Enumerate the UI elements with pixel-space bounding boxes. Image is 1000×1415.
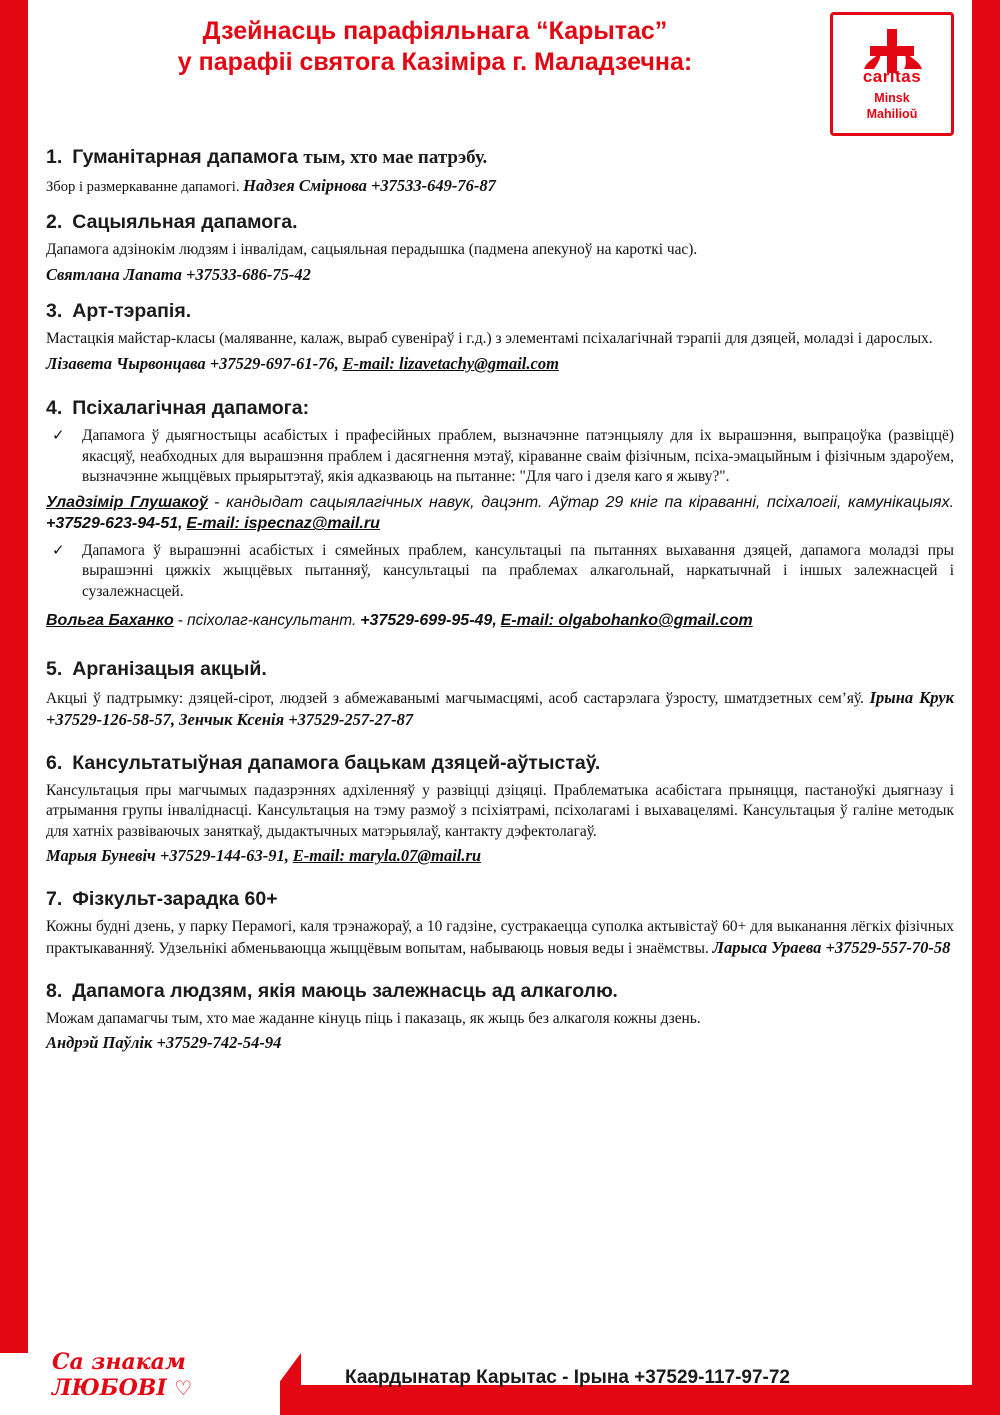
footer-slogan-line-1: Са знакам [52,1349,186,1376]
right-red-bar [972,0,1000,1415]
section-3 [46,300,954,375]
section-3-email[interactable]: E-mail: lizavetachy@gmail.com [342,353,559,373]
footer-slogan-line-2 [52,1376,192,1401]
section-8-title: Дапамога людзям, якія маюць залежнасць ад алкаголю [72,979,613,1002]
logo-subtitle [833,91,951,122]
section-6-contact: Марыя Буневіч +37529-144-63-91, [46,846,289,866]
section-4 [46,397,954,631]
page-title [46,10,830,79]
section-6-title: Кансультатыўная дапамога бацькам дзяцей-аўтыстаў. [72,751,601,774]
section-4-bullet-2-text: Дапамога ў вырашэнні асабістых і сямейных праблем, кансультацыі па пытаннях выхавання дзяцей, дапамога моладзі пры вырашэнні цяжкіх жыццёвых пытанняў, кансультацыі па праблемах алкагольнай, наркатычнай і іншых залежнасцей і сузалежнасцей. [82,541,954,600]
section-1 [46,146,954,197]
section-5-heading [46,658,954,681]
caritas-logo [830,12,954,136]
section-4-person-1-phone: +37529-623-94-51, [46,515,183,533]
section-2-contact: Святлана Лапата +37533-686-75-42 [46,264,311,284]
section-2-number: 2. [46,211,63,234]
section-4-bullet-1-text: Дапамога ў дыягностыцы асабістых і прафесійных праблем, вызначэнне патэнцыялу для іх вырашэння, выпрацоўка (развіццё) якасцяў, неабходных для вырашэння праблем і дасягнення мэтаў, кіраванне сваім фізічным, псіха-эмацыйным і фізічным здароўем, вызначэнне жыццёвых прыярытэтаў, якія адказваюць на пытанне: "Для чаго і дзеля каго я жыву?". [82,427,954,486]
section-3-number: 3. [46,300,63,323]
logo-wordmark: caritas [862,67,922,86]
section-1-title-rest: тым, хто мае патрэбу. [303,147,488,168]
section-5-text: Акцыі ў падтрымку: дзяцей-сірот, людзей з абмежаванымі магчымасцямі, асоб састарэлага ўзросту, шматдзетных сем’яў. [46,689,864,707]
title-line-1: Дзейнасць парафіяльнага “Карытас” [202,17,668,45]
section-5 [46,658,954,732]
section-1-body [46,175,954,197]
title-line-2: у парафіі святога Казіміра г. Маладзечна: [177,48,693,77]
section-4-bullet-1 [46,426,954,487]
section-4-person-2-desc: - псіхолаг-кансультант. [177,612,357,630]
section-5-contact: Ірына Крук +37529-126-58-57, Зенчык Ксенія +37529-257-27-87 [46,687,954,730]
section-7-heading [46,888,954,911]
section-2 [46,211,954,286]
section-1-text: Збор і размеркаванне дапамогі. [46,179,240,195]
logo-subtitle-line-2: Mahilioŭ [866,106,918,121]
poster-page [28,0,972,1415]
section-4-person-1-email[interactable]: E-mail: ispecnaz@mail.ru [186,515,380,533]
section-7-body [46,917,954,960]
section-2-contact-line [46,264,954,286]
section-6-email[interactable]: E-mail: maryla.07@mail.ru [292,846,482,866]
checkmark-icon: ✓ [52,540,65,559]
section-2-title: Сацыяльная дапамога. [72,211,298,234]
checkmark-icon: ✓ [52,426,65,445]
section-1-contact: Надзея Смірнова +37533-649-76-87 [243,176,496,195]
section-3-heading [46,300,954,323]
section-3-title: Арт-тэрапія. [72,300,192,323]
section-8 [46,980,954,1055]
section-4-person-2-phone: +37529-699-95-49, [360,612,497,630]
section-4-person-2-name: Вольга Баханко [46,612,174,630]
section-5-body [46,687,954,732]
section-6 [46,752,954,868]
section-8-body: Можам дапамагчы тым, хто мае жаданне кінуць піць і паказаць, як жыць без алкаголя кожны дзень. [46,1009,701,1027]
section-3-contact-line [46,353,954,375]
heart-icon: ♡ [174,1375,193,1400]
section-1-title: Гуманітарная дапамога [72,146,298,168]
section-5-number: 5. [46,657,63,680]
footer [0,1327,1000,1415]
section-1-number: 1. [46,146,63,168]
section-8-heading [46,980,954,1003]
section-6-body: Кансультацыя пры магчымых падазрэннях адхіленняў у развіцці дзіцяці. Праблематыка асабістага прыняцця, пастаноўкі дыягназу і атрымання групы інваліднасці. Кансультацыя на тэму размоў з псіхіятрамі, псіхолагамі і выхавацелямі. Кансультацыя ў галіне методык для хатніх развіваючых заняткаў, дыдактычных матэрыялаў, кантакту дэфектолагаў. [46,781,954,840]
section-7-text: Кожны будні дзень, у парку Перамогі, каля трэнажораў, а 10 гадзіне, сустракаецца суполка актывістаў 60+ для выканання лёгкіх фізічных практыкаванняў. Удзельнікі абменьваюцца жыццёвым вопытам, набываюць новыя веды і знаёмствы. [46,917,954,958]
section-7 [46,888,954,960]
section-4-bullet-2 [46,541,954,602]
section-4-person-2 [46,610,954,632]
logo-subtitle-line-1: Minsk [874,91,910,105]
section-4-person-2-email[interactable]: E-mail: olgabohanko@gmail.com [500,612,753,630]
section-6-heading [46,752,954,775]
footer-slogan-line-2-text: ЛЮБОВІ [52,1374,167,1401]
footer-coordinator: Каардынатар Карытас - Ірына +37529-117-97-72 [345,1367,790,1388]
section-7-contact: Ларыса Ураева +37529-557-70-58 [712,938,951,958]
section-7-number: 7. [46,887,63,910]
section-8-number: 8. [46,979,63,1002]
left-red-bar [0,0,28,1415]
section-3-body: Мастацкія майстар-класы (маляванне, калаж, выраб сувеніраў і г.д.) з элементамі псіхалагічнай тэрапіі для дзяцей, моладзі і дарослых. [46,330,933,348]
section-4-heading [46,397,954,420]
section-4-title: Псіхалагічная дапамога: [72,397,310,420]
section-4-person-1-desc: - кандыдат сацыялагічных навук, дацэнт. Аўтар 29 кніг па кіраванні, псіхалогіі, камунікацыях. [214,493,955,511]
header [46,10,954,136]
section-2-heading [46,211,954,234]
section-8-title-rest: . [612,980,618,1002]
section-4-number: 4. [46,397,63,420]
section-4-person-1-name: Уладзімір Глушакоў [46,493,208,511]
section-2-body: Дапамога адзінокім людзям і інвалідам, сацыяльная перадышка (падмена апекуноў на кароткі час). [46,241,698,259]
section-7-title: Фізкульт-зарадка 60+ [72,887,278,910]
section-8-contact-line [46,1032,954,1054]
section-5-title: Арганізацыя акцый. [72,657,267,680]
section-8-contact: Андрэй Паўлік +37529-742-54-94 [46,1033,282,1053]
footer-slogan [52,1350,192,1401]
section-4-person-1 [46,492,954,535]
section-6-contact-line [46,845,954,867]
section-1-heading [46,146,954,169]
section-6-number: 6. [46,751,63,774]
section-3-contact: Лізавета Чырвонцава +37529-697-61-76, [46,353,339,373]
